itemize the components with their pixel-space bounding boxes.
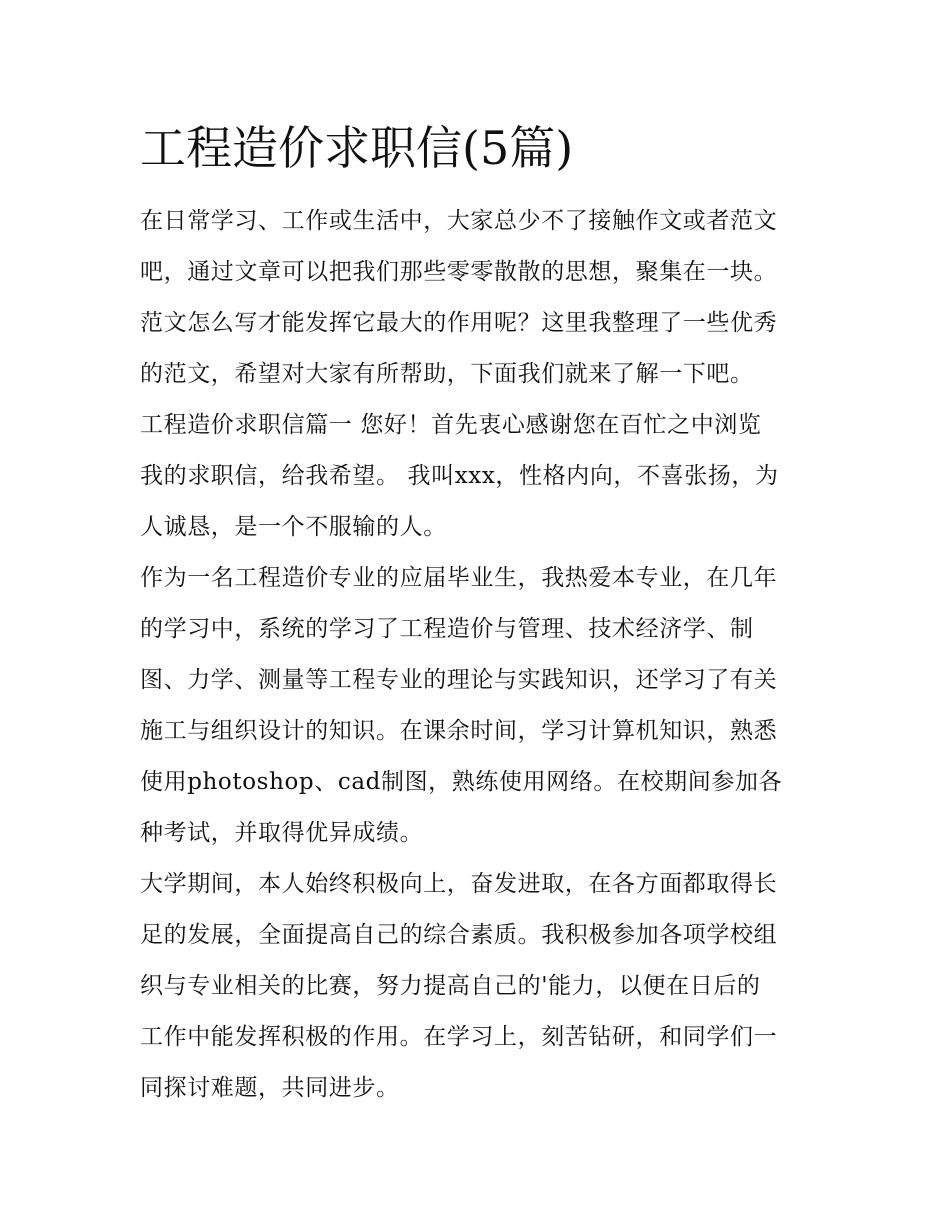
paragraph-university	[140, 859, 830, 1114]
text-line: 施工与组织设计的知识。在课余时间，学习计算机知识，熟悉	[140, 718, 778, 744]
text-line: 大学期间，本人始终积极向上，奋发进取，在各方面都取得长	[140, 871, 778, 897]
document-title: 工程造价求职信(5篇)	[140, 121, 574, 175]
paragraph-intro	[140, 196, 830, 400]
text-line: 工作中能发挥积极的作用。在学习上，刻苦钻研，和同学们一	[140, 1024, 778, 1050]
text-line: 使用photoshop、cad制图，熟练使用网络。在校期间参加各	[140, 769, 783, 795]
text-line: 种考试，并取得优异成绩。	[140, 820, 424, 846]
paragraph-greeting	[140, 400, 830, 553]
document-body	[140, 196, 830, 1114]
text-line: 范文怎么写才能发挥它最大的作用呢？这里我整理了一些优秀	[140, 310, 778, 336]
text-line: 工程造价求职信篇一 您好！首先衷心感谢您在百忙之中浏览	[140, 412, 762, 438]
text-line: 图、力学、测量等工程专业的理论与实践知识，还学习了有关	[140, 667, 778, 693]
text-line: 同探讨难题，共同进步。	[140, 1075, 400, 1101]
text-line: 的学习中，系统的学习了工程造价与管理、技术经济学、制	[140, 616, 754, 642]
paragraph-education	[140, 553, 830, 859]
text-line: 在日常学习、工作或生活中，大家总少不了接触作文或者范文	[140, 208, 778, 234]
text-line: 织与专业相关的比赛，努力提高自己的'能力，以便在日后的	[140, 973, 761, 999]
text-line: 的范文，希望对大家有所帮助，下面我们就来了解一下吧。	[140, 361, 754, 387]
text-line: 人诚恳，是一个不服输的人。	[140, 514, 447, 540]
text-line: 我的求职信，给我希望。 我叫xxx，性格内向，不喜张扬，为	[140, 463, 779, 489]
text-line: 足的发展，全面提高自己的综合素质。我积极参加各项学校组	[140, 922, 778, 948]
text-line: 吧，通过文章可以把我们那些零零散散的思想，聚集在一块。	[140, 259, 778, 285]
text-line: 作为一名工程造价专业的应届毕业生，我热爱本专业，在几年	[140, 565, 778, 591]
